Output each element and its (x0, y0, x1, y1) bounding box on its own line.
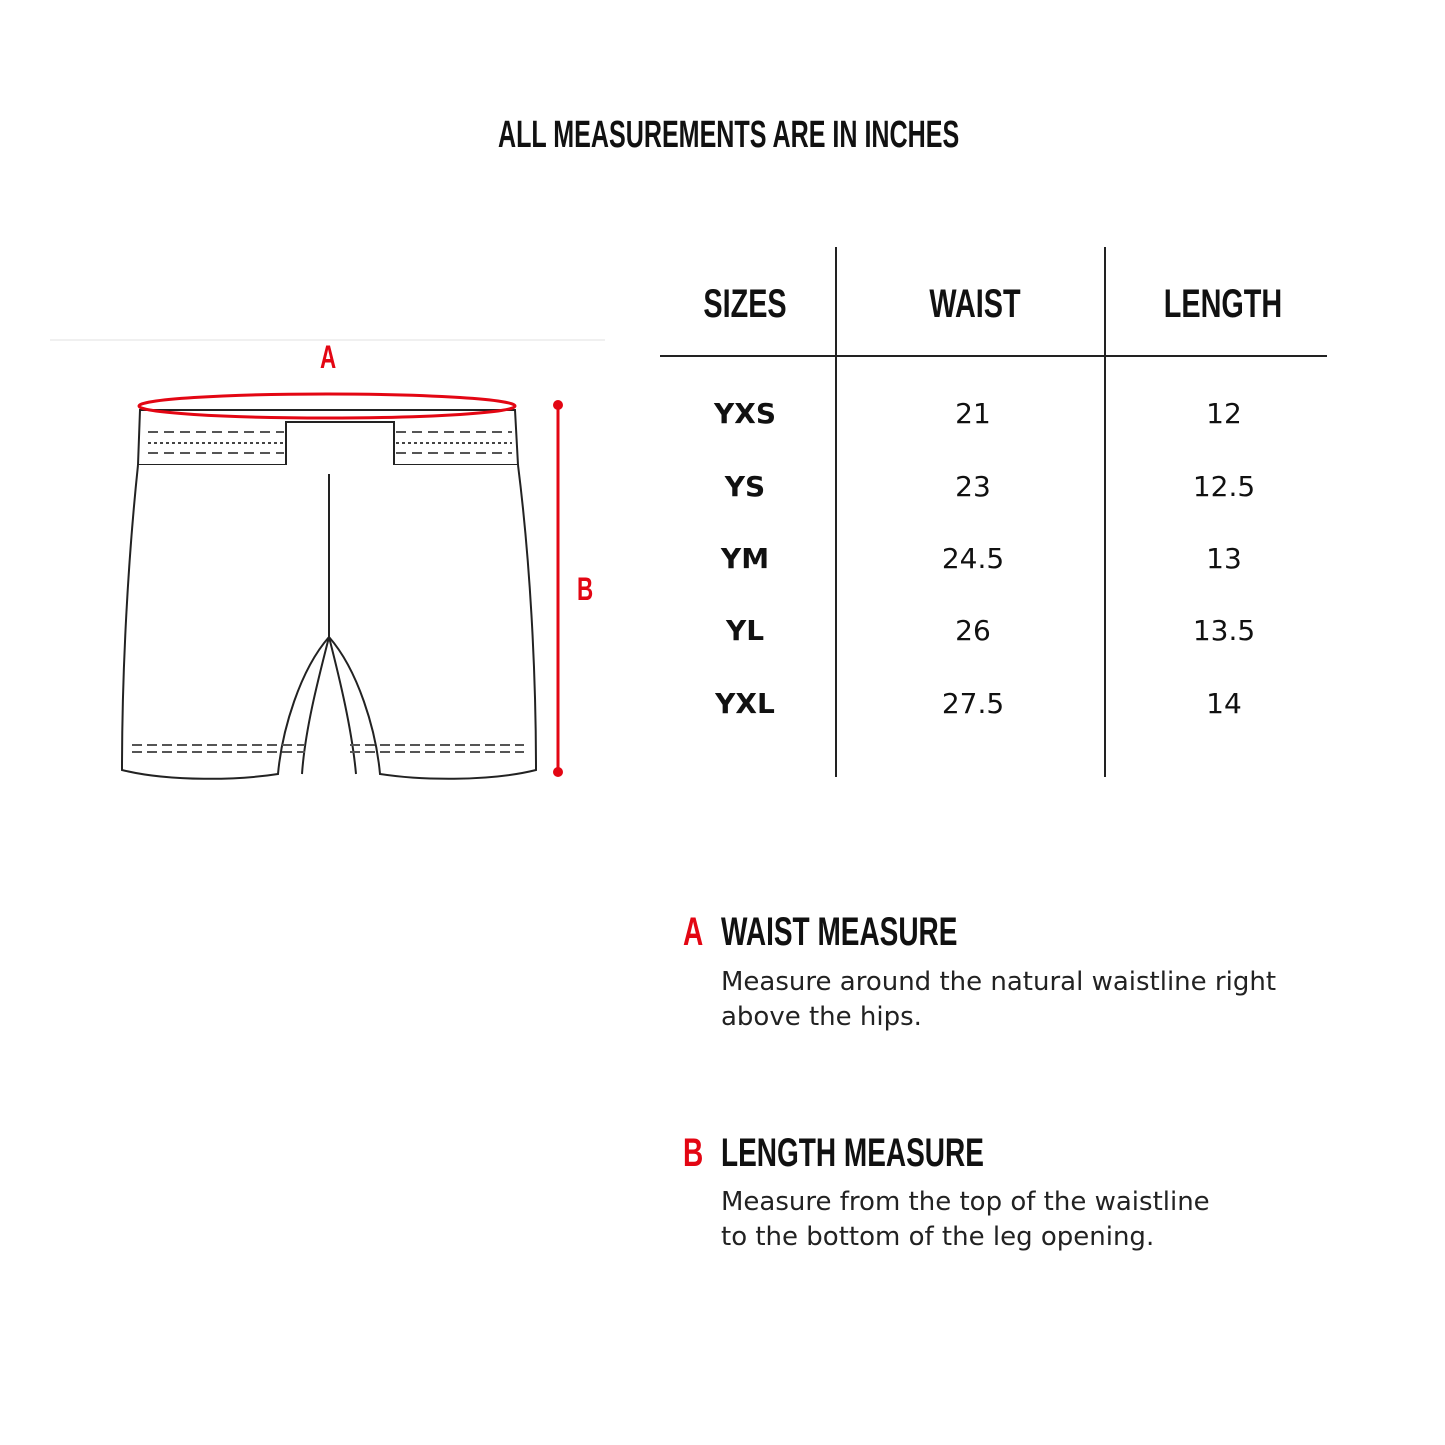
header-waist: WAIST (929, 282, 1021, 326)
shorts-outline-icon (0, 0, 700, 820)
cell-length: 12 (1206, 397, 1242, 430)
header-divider (660, 355, 1327, 357)
waist-dimension-label: A (320, 339, 337, 375)
legend-heading: WAIST MEASURE (721, 910, 958, 954)
legend-description-line: above the hips. (721, 1002, 922, 1032)
legend-letter-b: B (683, 1131, 704, 1175)
cell-size: YXS (713, 397, 777, 430)
cell-waist: 21 (955, 397, 991, 430)
legend-description (721, 1185, 1341, 1255)
cell-length: 14 (1206, 687, 1242, 720)
page-title: ALL MEASUREMENTS ARE IN INCHES (498, 114, 960, 156)
cell-size: YM (720, 542, 770, 575)
header-length: LENGTH (1163, 282, 1283, 326)
cell-size: YL (725, 614, 765, 647)
legend-letter-a: A (683, 910, 704, 954)
shorts-diagram (0, 0, 700, 820)
legend-description-line: Measure from the top of the waistline (721, 1187, 1210, 1217)
legend-heading: LENGTH MEASURE (721, 1131, 984, 1175)
length-dimension-label: B (577, 571, 594, 607)
cell-length: 13.5 (1192, 614, 1256, 647)
legend-description-line: to the bottom of the leg opening. (721, 1222, 1155, 1252)
cell-length: 13 (1206, 542, 1242, 575)
size-table (660, 247, 1327, 777)
cell-waist: 27.5 (941, 687, 1005, 720)
cell-waist: 26 (955, 614, 991, 647)
cell-waist: 24.5 (941, 542, 1005, 575)
cell-waist: 23 (955, 470, 991, 503)
column-divider (1104, 247, 1106, 777)
header-sizes: SIZES (703, 282, 787, 326)
legend-description (721, 965, 1341, 1035)
cell-size: YS (724, 470, 766, 503)
cell-length: 12.5 (1192, 470, 1256, 503)
cell-size: YXL (715, 687, 775, 720)
legend-description-line: Measure around the natural waistline right (721, 967, 1277, 997)
column-divider (835, 247, 837, 777)
